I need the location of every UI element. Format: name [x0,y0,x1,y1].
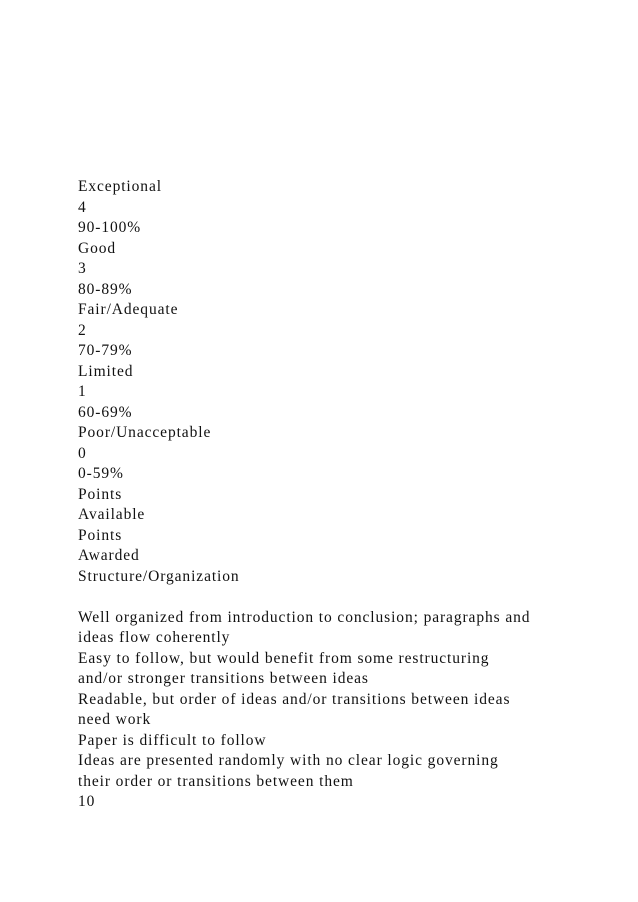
points-awarded-label-1: Points [78,526,123,544]
level-poor-score: 0 [78,444,87,462]
points-available-label-2: Available [78,506,146,523]
points-awarded-label-2: Awarded [78,547,140,564]
points-available-value: 10 [78,793,96,810]
criterion-good-line-1: Easy to follow, but would benefit from some restructuring [78,649,490,667]
level-poor-range: 0-59% [78,465,124,482]
level-limited-score: 1 [78,383,87,400]
level-exceptional-score: 4 [78,198,87,216]
criterion-good-line-2: and/or stronger transitions between ideas [78,670,369,687]
level-good-label: Good [78,239,117,257]
rubric-text [78,177,618,813]
level-limited-label: Limited [78,362,134,380]
points-available-label-1: Points [78,485,123,503]
level-good-score: 3 [78,260,87,277]
criterion-limited-line-1: Paper is difficult to follow [78,731,267,749]
level-poor-label: Poor/Unacceptable [78,424,212,441]
criterion-fair-line-2: need work [78,711,152,728]
level-fair-label: Fair/Adequate [78,301,179,318]
level-exceptional-label: Exceptional [78,178,162,195]
level-limited-range: 60-69% [78,403,133,421]
criterion-title: Structure/Organization [78,567,240,585]
paragraph-gap [78,587,618,608]
criterion-fair-line-1: Readable, but order of ideas and/or transitions between ideas [78,690,511,708]
criterion-exceptional-line-2: ideas flow coherently [78,629,231,646]
criterion-poor-line-2: their order or transitions between them [78,772,354,790]
level-fair-range: 70-79% [78,342,133,359]
level-fair-score: 2 [78,321,87,339]
level-good-range: 80-89% [78,280,133,298]
criterion-exceptional-line-1: Well organized from introduction to conclusion; paragraphs and [78,608,531,626]
level-exceptional-range: 90-100% [78,219,142,236]
criterion-poor-line-1: Ideas are presented randomly with no clear logic governing [78,752,499,769]
